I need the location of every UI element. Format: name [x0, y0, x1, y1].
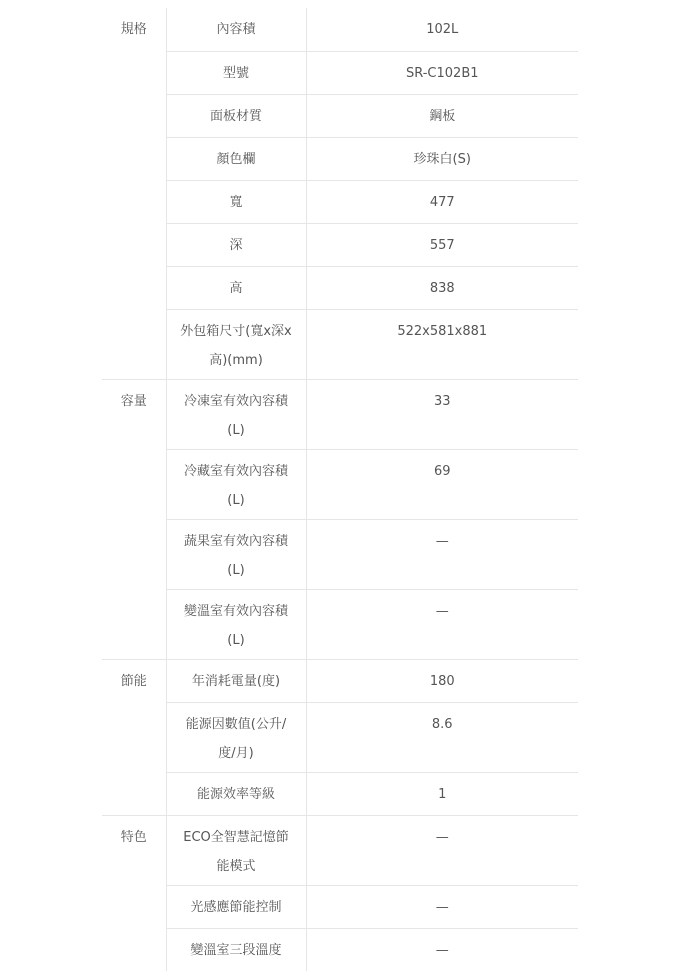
table-row	[102, 885, 578, 928]
item-label: 年消耗電量(度)	[166, 659, 306, 702]
item-value: 102L	[426, 22, 459, 37]
item-value: 477	[306, 180, 578, 223]
item-label: 能源效率等級	[166, 772, 306, 815]
table-row	[102, 379, 578, 449]
table-row	[102, 8, 578, 51]
item-value: 180	[306, 659, 578, 702]
item-label: 型號	[166, 51, 306, 94]
category-cell	[102, 702, 166, 772]
item-label: 高	[166, 266, 306, 309]
item-value: 69	[306, 449, 578, 519]
table-row	[102, 51, 578, 94]
item-label: 內容積	[166, 8, 306, 51]
category-cell: 特色	[102, 815, 166, 885]
category-cell	[102, 180, 166, 223]
item-value: —	[306, 928, 578, 971]
item-label: 寬	[166, 180, 306, 223]
category-cell: 容量	[102, 379, 166, 449]
table-row	[102, 449, 578, 519]
table-row	[102, 702, 578, 772]
item-value: 838	[306, 266, 578, 309]
table-row	[102, 180, 578, 223]
category-cell	[102, 928, 166, 971]
item-label: 顏色欄	[166, 137, 306, 180]
item-value: —	[306, 815, 578, 885]
spec-table	[102, 8, 578, 971]
item-value: SR-C102B1	[306, 51, 578, 94]
category-cell	[102, 309, 166, 379]
item-label: 變溫室三段溫度	[166, 928, 306, 971]
item-value: 33	[306, 379, 578, 449]
item-value: 鋼板	[306, 94, 578, 137]
table-row	[102, 659, 578, 702]
item-value: —	[306, 885, 578, 928]
category-cell: 節能	[102, 659, 166, 702]
item-label: 蔬果室有效內容積(L)	[166, 519, 306, 589]
item-value: —	[306, 519, 578, 589]
table-row	[102, 928, 578, 971]
item-value: 522x581x881	[306, 309, 578, 379]
category-cell: 規格	[120, 22, 147, 37]
category-cell	[102, 885, 166, 928]
item-value: 8.6	[306, 702, 578, 772]
category-cell	[102, 772, 166, 815]
item-value: 珍珠白(S)	[306, 137, 578, 180]
table-row	[102, 137, 578, 180]
item-label: 冷藏室有效內容積(L)	[166, 449, 306, 519]
category-cell	[102, 589, 166, 659]
item-value: 1	[306, 772, 578, 815]
item-label: 光感應節能控制	[166, 885, 306, 928]
category-cell	[102, 449, 166, 519]
category-cell	[102, 51, 166, 94]
item-label: 面板材質	[166, 94, 306, 137]
category-cell	[102, 266, 166, 309]
table-row	[102, 589, 578, 659]
item-value: 557	[306, 223, 578, 266]
item-label: 深	[166, 223, 306, 266]
table-row	[102, 309, 578, 379]
category-cell	[102, 94, 166, 137]
item-label: 能源因數值(公升/度/月)	[166, 702, 306, 772]
category-cell	[102, 519, 166, 589]
category-cell	[102, 223, 166, 266]
table-row	[102, 772, 578, 815]
table-row	[102, 266, 578, 309]
table-row	[102, 519, 578, 589]
item-label: 外包箱尺寸(寬x深x高)(mm)	[166, 309, 306, 379]
item-value: —	[306, 589, 578, 659]
item-label: 變溫室有效內容積(L)	[166, 589, 306, 659]
item-label: 冷凍室有效內容積(L)	[166, 379, 306, 449]
table-row	[102, 223, 578, 266]
table-row	[102, 815, 578, 885]
category-cell	[102, 137, 166, 180]
table-row	[102, 94, 578, 137]
item-label: ECO全智慧記憶節能模式	[166, 815, 306, 885]
